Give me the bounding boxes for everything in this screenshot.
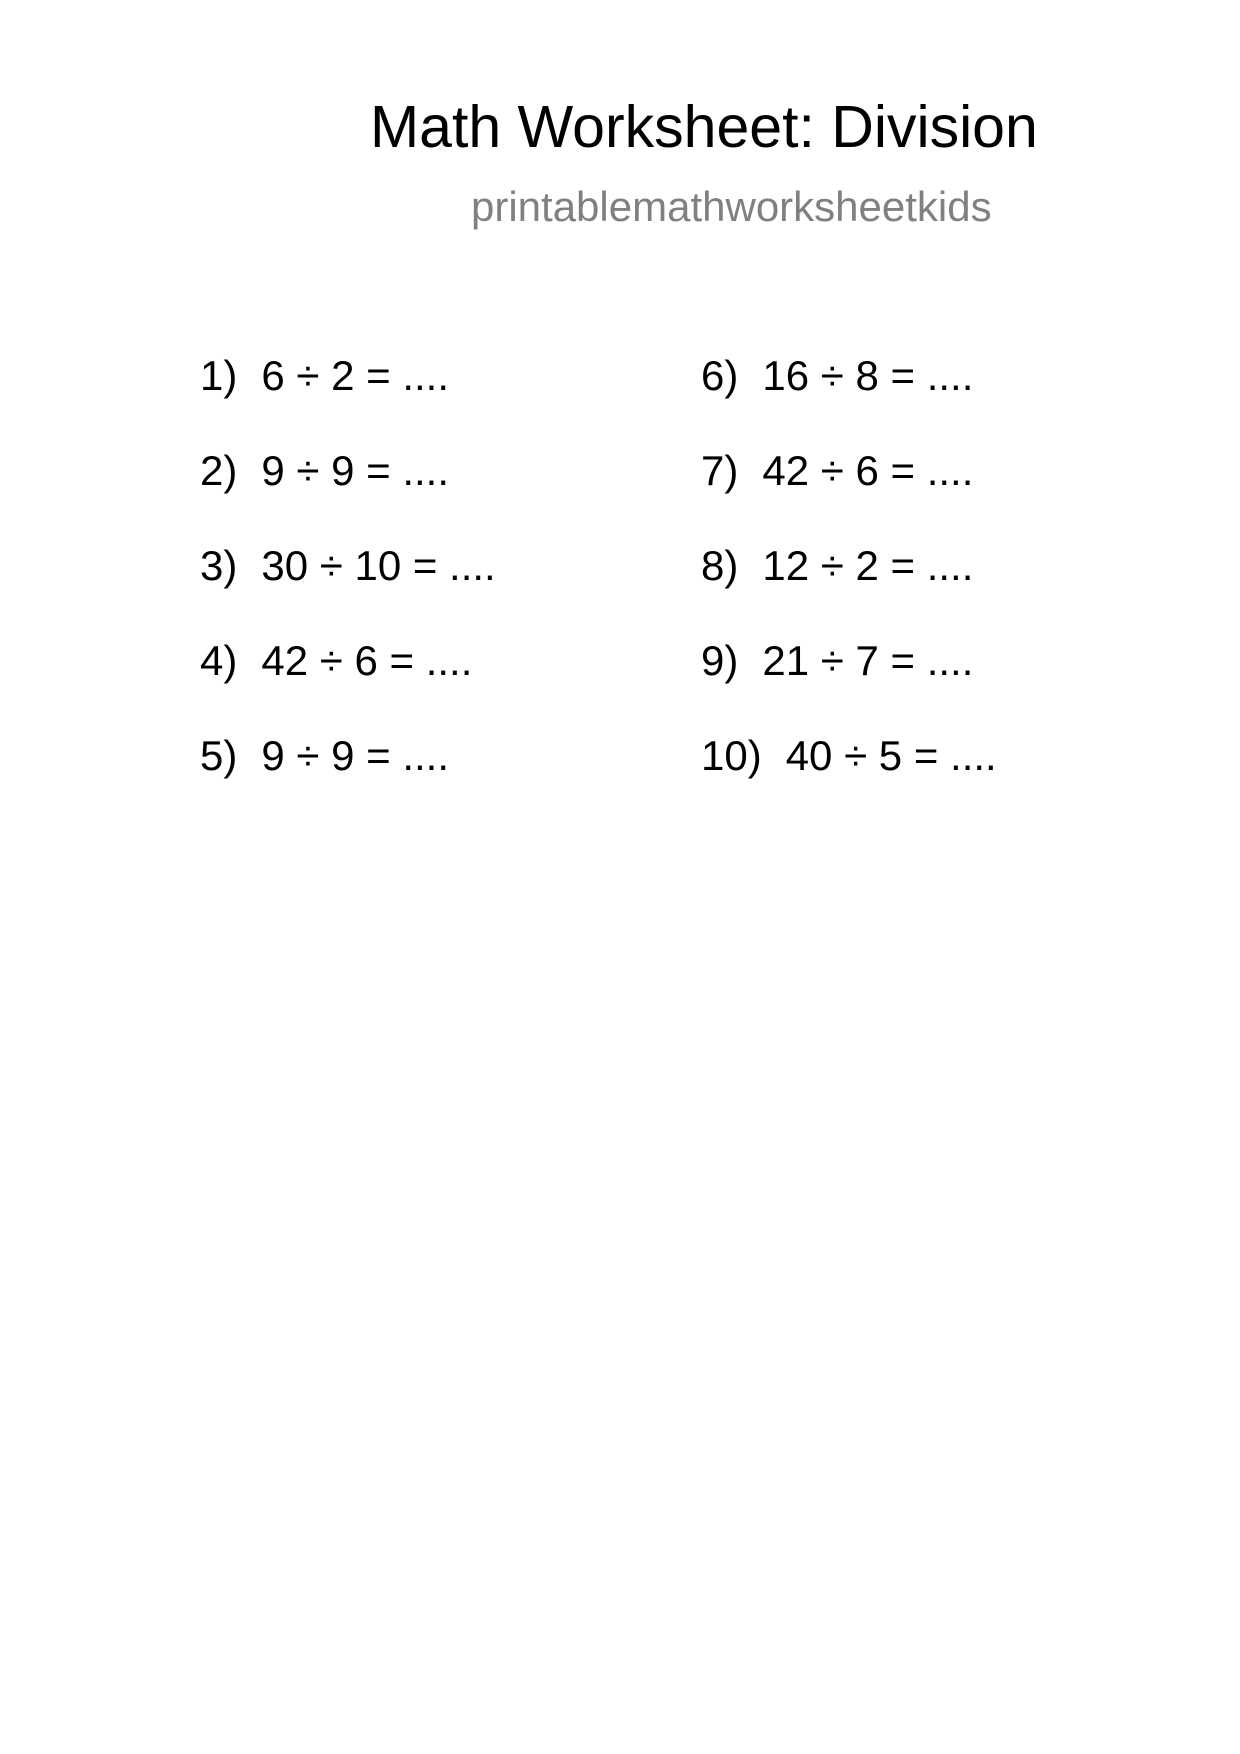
problem-number: 2) (200, 447, 238, 494)
problem-item (701, 733, 997, 828)
problem-expression: 40 ÷ 5 = .... (785, 732, 997, 779)
problem-item (200, 543, 496, 638)
problem-expression: 42 ÷ 6 = .... (762, 447, 974, 494)
problem-number: 5) (200, 732, 238, 779)
problem-expression: 12 ÷ 2 = .... (762, 542, 974, 589)
problem-number: 8) (701, 542, 739, 589)
problem-item (200, 638, 496, 733)
problem-item (200, 353, 496, 448)
problem-expression: 16 ÷ 8 = .... (762, 352, 974, 399)
problem-expression: 21 ÷ 7 = .... (762, 637, 974, 684)
problem-item (701, 353, 997, 448)
problem-expression: 6 ÷ 2 = .... (261, 352, 450, 399)
problem-column-left (200, 353, 496, 828)
problem-number: 3) (200, 542, 238, 589)
problem-item (200, 733, 496, 828)
problem-number: 4) (200, 637, 238, 684)
problem-expression: 30 ÷ 10 = .... (261, 542, 496, 589)
problem-item (200, 448, 496, 543)
problem-expression: 9 ÷ 9 = .... (261, 732, 450, 779)
problem-number: 1) (200, 352, 238, 399)
problem-number: 10) (701, 732, 762, 779)
problem-item (701, 543, 997, 638)
worksheet-title: Math Worksheet: Division (370, 94, 1038, 160)
problem-item (701, 638, 997, 733)
problem-column-right (701, 353, 997, 828)
problem-number: 7) (701, 447, 739, 494)
worksheet-subtitle: printablemathworksheetkids (471, 183, 992, 230)
problem-item (701, 448, 997, 543)
problem-number: 6) (701, 352, 739, 399)
problem-expression: 9 ÷ 9 = .... (261, 447, 450, 494)
problem-number: 9) (701, 637, 739, 684)
problem-expression: 42 ÷ 6 = .... (261, 637, 473, 684)
